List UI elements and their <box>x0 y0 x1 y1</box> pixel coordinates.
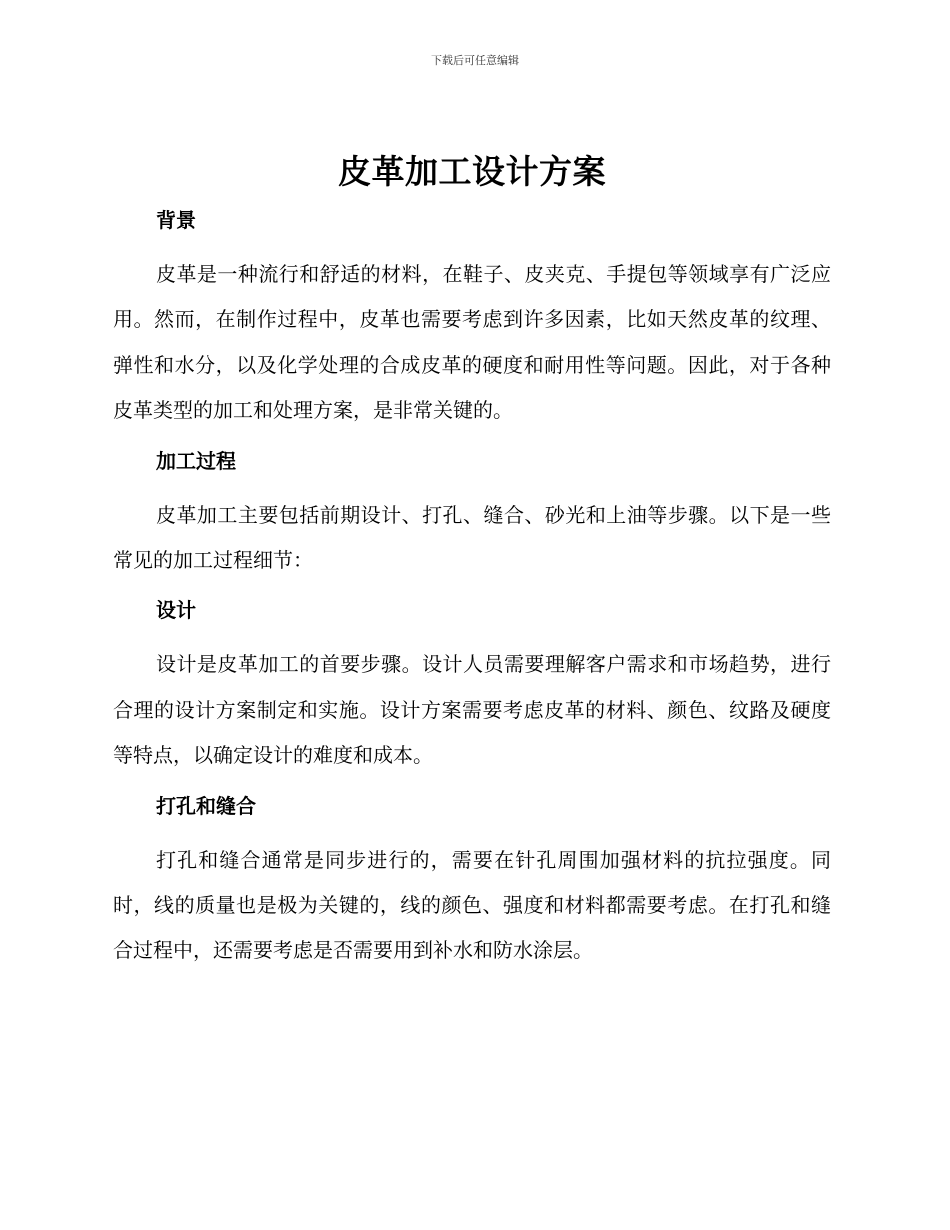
section-heading: 背景 <box>156 208 196 232</box>
page-header-note: 下载后可任意编辑 <box>431 54 519 67</box>
section-heading: 打孔和缝合 <box>156 793 256 818</box>
document-title: 皮革加工设计方案 <box>338 152 606 191</box>
section-paragraph: 打孔和缝合通常是同步进行的，需要在针孔周围加强材料的抗拉强度。同时，线的质量也是极为关键的，线的颜色、强度和材料都需要考虑。在打孔和缝合过程中，还需要考虑是否需要用到补水和防水涂层。 <box>113 847 831 963</box>
section-heading: 设计 <box>156 598 196 623</box>
section-paragraph: 皮革是一种流行和舒适的材料，在鞋子、皮夹克、手提包等领域享有广泛应用。然而，在制作过程中，皮革也需要考虑到许多因素，比如天然皮革的纹理、弹性和水分，以及化学处理的合成皮革的硬度和耐用性等问题。因此，对于各种皮革类型的加工和处理方案，是非常关键的。 <box>113 262 831 423</box>
section-design <box>113 596 831 778</box>
section-process <box>113 447 831 584</box>
section-paragraph: 皮革加工主要包括前期设计、打孔、缝合、砂光和上油等步骤。以下是一些常见的加工过程细节： <box>113 502 831 573</box>
section-paragraph: 设计是皮革加工的首要步骤。设计人员需要理解客户需求和市场趋势，进行合理的设计方案制定和实施。设计方案需要考虑皮革的材料、颜色、纹路及硬度等特点，以确定设计的难度和成本。 <box>113 652 831 768</box>
section-background <box>113 206 831 434</box>
section-heading: 加工过程 <box>156 448 236 473</box>
section-punching-sewing <box>113 792 831 974</box>
document-body <box>113 148 831 987</box>
